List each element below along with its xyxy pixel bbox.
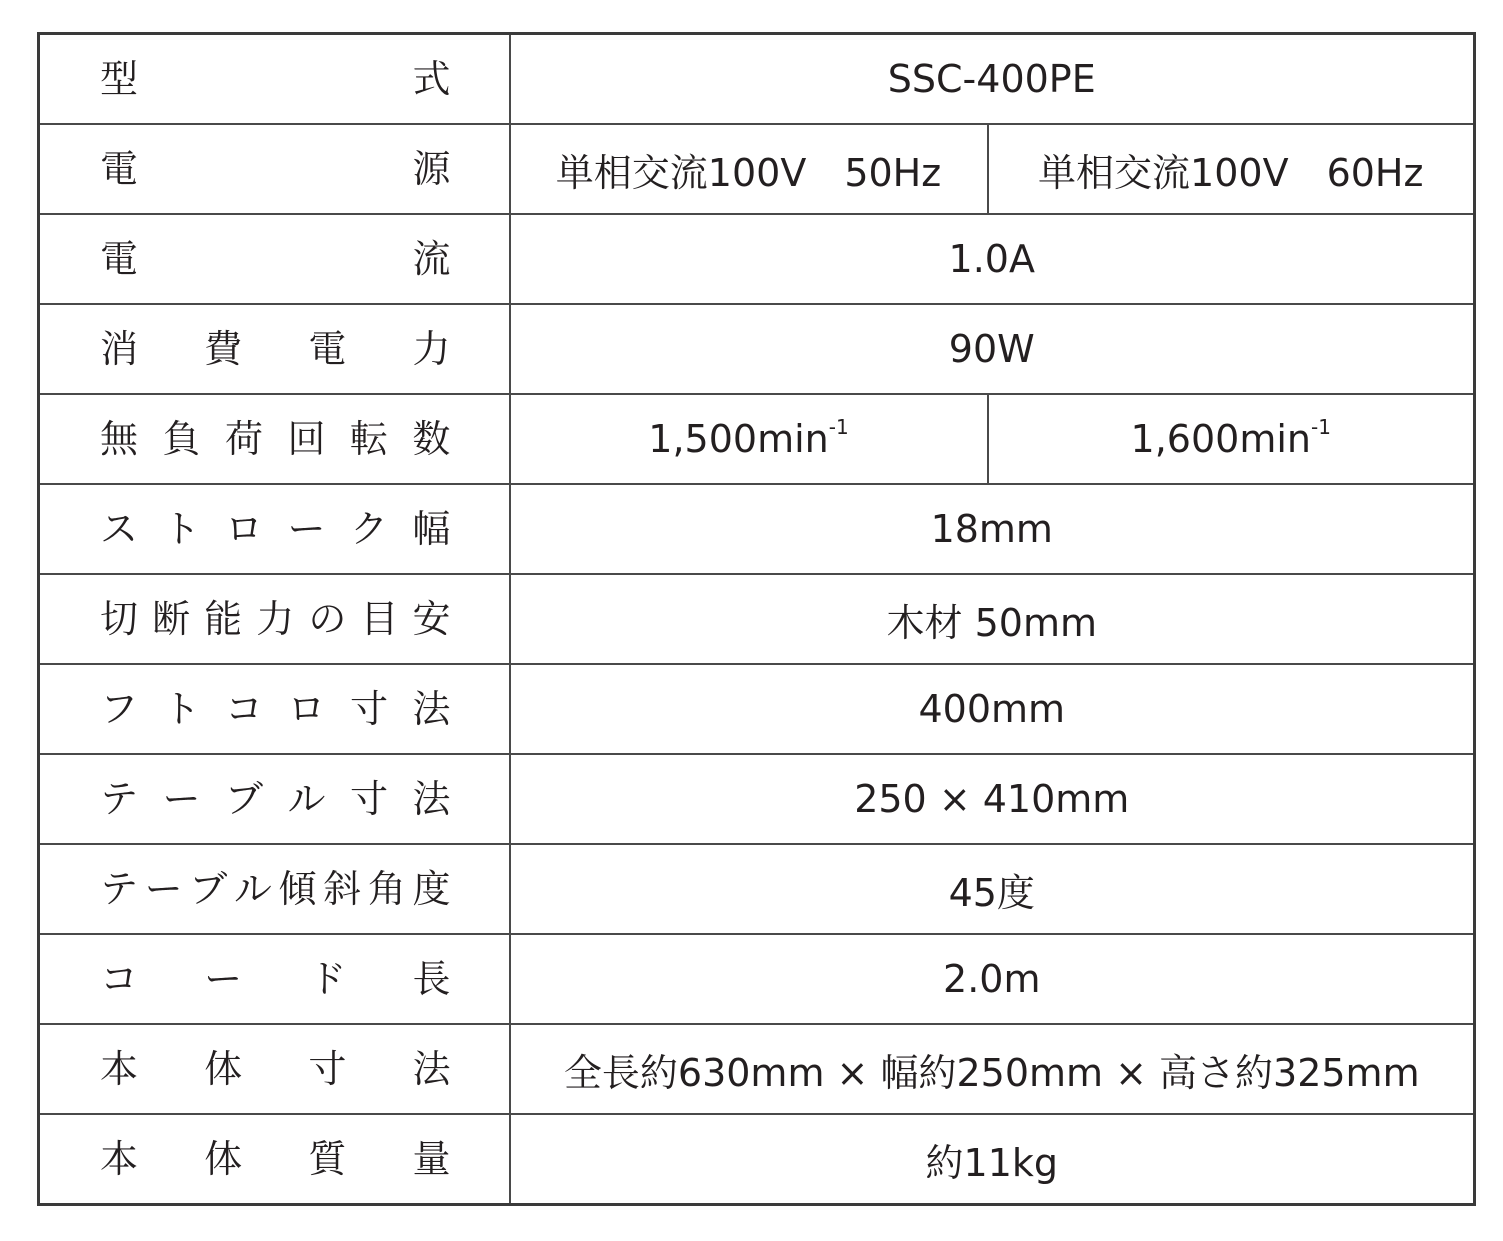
spec-row (39, 484, 1475, 574)
spec-label-cell (39, 484, 510, 574)
spec-table-body (39, 34, 1475, 1205)
spec-label-cell (39, 304, 510, 394)
spec-row (39, 124, 1475, 214)
spec-value: 18mm (930, 507, 1053, 551)
spec-row (39, 214, 1475, 304)
spec-value: 単相交流100V 50Hz (555, 150, 942, 195)
spec-row (39, 34, 1475, 125)
spec-row (39, 934, 1475, 1024)
spec-label-cell (39, 664, 510, 754)
spec-value-cell (510, 664, 1475, 754)
spec-value: 45度 (948, 870, 1035, 915)
spec-value: SSC-400PE (887, 57, 1096, 101)
spec-label-cell (39, 214, 510, 304)
spec-value: 2.0m (943, 957, 1041, 1001)
spec-label: 本 体 寸 法 (100, 1047, 451, 1091)
spec-value-cell (510, 484, 1475, 574)
spec-value-cell (510, 934, 1475, 1024)
spec-row (39, 1024, 1475, 1114)
spec-label: 電 源 (100, 147, 451, 191)
spec-value-cell (510, 1024, 1475, 1114)
spec-value: 90W (948, 327, 1035, 371)
spec-label-cell (39, 844, 510, 934)
spec-label: テ ー ブ ル 傾 斜 角 度 (100, 867, 451, 911)
spec-value: 1,600min (1130, 417, 1311, 461)
spec-value-cell (510, 214, 1475, 304)
spec-label-cell (39, 934, 510, 1024)
spec-value: 全長約630mm × 幅約250mm × 高さ約325mm (563, 1050, 1420, 1095)
spec-label: 本 体 質 量 (100, 1137, 451, 1181)
spec-value: 400mm (918, 687, 1066, 731)
spec-value-cell (510, 1114, 1475, 1205)
spec-label: コ ー ド 長 (100, 957, 451, 1001)
spec-value-cell (510, 844, 1475, 934)
spec-value-cell (510, 574, 1475, 664)
spec-label-cell (39, 394, 510, 484)
spec-value-cell (510, 754, 1475, 844)
spec-row (39, 754, 1475, 844)
spec-value: 単相交流100V 60Hz (1038, 150, 1424, 195)
spec-row (39, 304, 1475, 394)
spec-table (37, 32, 1476, 1206)
spec-value: 1,500min (648, 417, 829, 461)
spec-label: テ ー ブ ル 寸 法 (100, 777, 451, 821)
spec-label: ス ト ロ ー ク 幅 (100, 507, 451, 551)
spec-label-cell (39, 1114, 510, 1205)
spec-label-cell (39, 574, 510, 664)
spec-label-cell (39, 124, 510, 214)
spec-label: フ ト コ ロ 寸 法 (100, 687, 451, 731)
spec-value-cell (988, 124, 1475, 214)
spec-value-cell (510, 304, 1475, 394)
spec-value-superscript: -1 (828, 415, 849, 439)
spec-value: 250 × 410mm (854, 777, 1130, 821)
spec-label: 消 費 電 力 (100, 327, 451, 371)
spec-label-cell (39, 34, 510, 125)
spec-row (39, 394, 1475, 484)
spec-value-cell (988, 394, 1475, 484)
spec-label: 無 負 荷 回 転 数 (100, 417, 451, 461)
spec-label: 型 式 (100, 57, 451, 101)
spec-label-cell (39, 1024, 510, 1114)
spec-row (39, 664, 1475, 754)
spec-label: 切 断 能 力 の 目 安 (100, 597, 451, 641)
spec-value: 木材 50mm (886, 600, 1097, 645)
spec-value-cell (510, 124, 988, 214)
spec-value: 1.0A (948, 237, 1035, 281)
spec-label: 電 流 (100, 237, 451, 281)
spec-row (39, 844, 1475, 934)
spec-row (39, 1114, 1475, 1205)
spec-value-cell (510, 34, 1475, 125)
spec-label-cell (39, 754, 510, 844)
spec-value: 約11kg (925, 1140, 1058, 1185)
spec-value-superscript: -1 (1311, 415, 1331, 439)
spec-value-cell (510, 394, 988, 484)
spec-row (39, 574, 1475, 664)
